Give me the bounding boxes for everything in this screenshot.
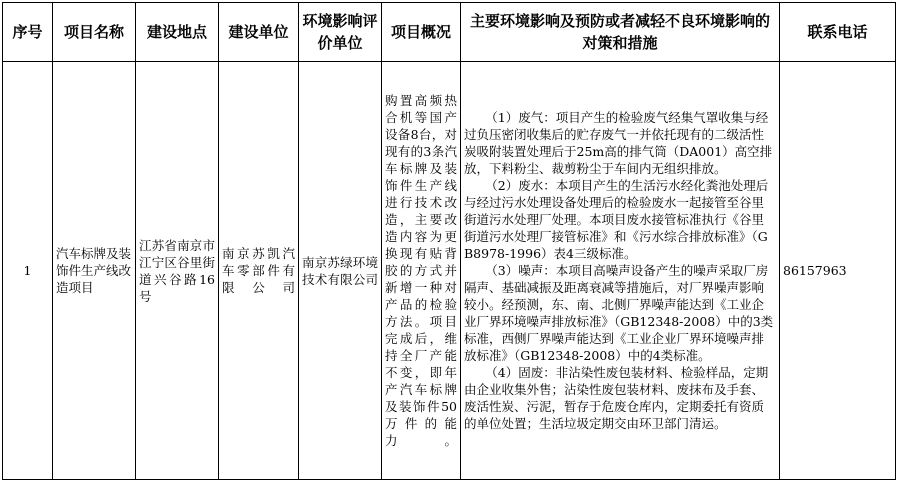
cell-project-name: 汽车标牌及装饰件生产线改造项目 xyxy=(53,62,136,480)
header-measures: 主要环境影响及预防或者减轻不良环境影响的对策和措施 xyxy=(461,3,780,62)
cell-no: 1 xyxy=(3,62,53,480)
header-phone: 联系电话 xyxy=(780,3,896,62)
header-assessment-unit: 环境影响评价单位 xyxy=(299,3,382,62)
table-row xyxy=(3,62,896,480)
header-overview: 项目概况 xyxy=(382,3,461,62)
cell-construction-unit: 南京苏凯汽车零部件有限公司 xyxy=(219,62,299,480)
header-row xyxy=(3,3,896,62)
cell-overview: 购置高频热合机等国产设备8台，对现有的3条汽车标牌及装饰件生产线进行技术改造，主要改造内容为更换现有贴背胶的方式并新增一种对产品的检验方法。项目完成后，维持全厂产能不变，即年产汽车标牌及装饰件50万件的能力。 xyxy=(382,62,461,480)
cell-phone: 86157963 xyxy=(780,62,896,480)
cell-measures xyxy=(461,62,780,480)
measure-noise: （3）噪声：本项目高噪声设备产生的噪声采取厂房隔声、基础减振及距离衰减等措施后，对厂界噪声影响较小。经预测，东、南、北侧厂界噪声能达到《工业企业厂界环境噪声排放标准》（GB12348-2008）中的3类标准，西侧厂界噪声能达到《工业企业厂界环境噪声排放标准》（GB12348-2008）中的4类标准。 xyxy=(464,263,774,363)
environmental-impact-table xyxy=(2,2,896,480)
cell-location: 江苏省南京市江宁区谷里街道兴谷路16号 xyxy=(136,62,219,480)
cell-assessment-unit: 南京苏绿环境技术有限公司 xyxy=(299,62,382,480)
header-project-name: 项目名称 xyxy=(53,3,136,62)
header-location: 建设地点 xyxy=(136,3,219,62)
header-no: 序号 xyxy=(3,3,53,62)
measure-solid-waste: （4）固废：非沾染性废包装材料、检验样品，定期由企业收集外售；沾染性废包装材料、废抹布及手套、废活性炭、污泥，暂存于危废仓库内，定期委托有资质的单位处置；生活垃圾定期交由环卫部门清运。 xyxy=(464,365,769,431)
measure-water: （2）废水：本项目产生的生活污水经化粪池处理后与经过污水处理设备处理后的检验废水一起接管至谷里街道污水处理厂处理。本项目废水接管标准执行《谷里街道污水处理厂接管标准》和《污水综合排放标准》（GB8978-1996）表4三级标准。 xyxy=(464,178,769,261)
measure-air: （1）废气：项目产生的检验废气经集气罩收集与经过负压密闭收集后的贮存废气一并依托现有的二级活性炭吸附装置处理后于25m高的排气筒（DA001）高空排放，下料粉尘、裁剪粉尘于车间内无组织排放。 xyxy=(464,110,773,176)
header-construction-unit: 建设单位 xyxy=(219,3,299,62)
